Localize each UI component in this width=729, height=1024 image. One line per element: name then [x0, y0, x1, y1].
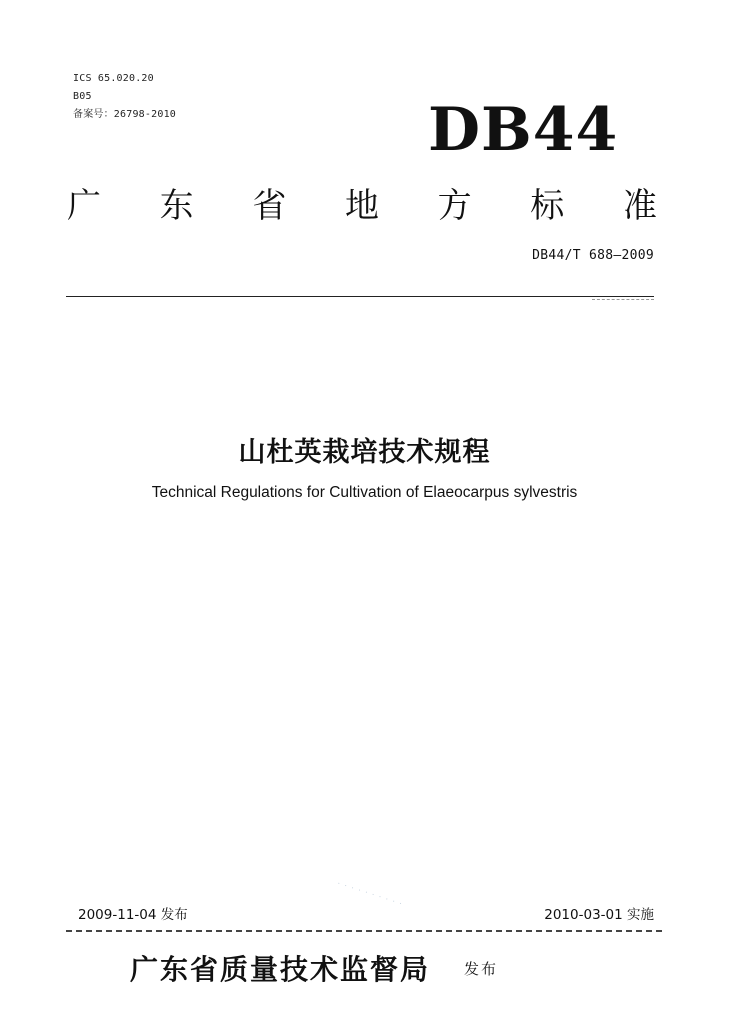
category-char: 方 — [437, 185, 472, 226]
category-char: 东 — [159, 185, 194, 226]
category-char: 广 — [67, 185, 101, 226]
issue-label: 发布 — [464, 959, 499, 978]
date-row — [78, 903, 654, 923]
record-number: 备案号：26798-2010 — [73, 109, 177, 120]
scan-watermark: · · · · · · · · · · — [335, 880, 404, 908]
issue-date: 2009-11-04 发布 — [78, 907, 188, 923]
issuer-row — [130, 948, 498, 988]
standard-number: DB44/T 688—2009 — [532, 248, 654, 263]
implementation-date: 2010-03-01 实施 — [544, 907, 654, 923]
issuing-authority: 广东省质量技术监督局 — [130, 953, 431, 986]
category-char: 省 — [252, 185, 287, 226]
standard-category — [62, 176, 662, 228]
category-char: 地 — [344, 185, 379, 226]
category-char: 标 — [530, 185, 565, 226]
header-divider-artifact — [592, 299, 654, 300]
document-metadata — [73, 70, 176, 124]
header-divider — [66, 296, 654, 297]
classification-code: B05 — [73, 91, 92, 102]
footer-divider — [66, 930, 662, 932]
ics-code: ICS 65.020.20 — [73, 73, 154, 84]
document-title-english: Technical Regulations for Cultivation of Elaeocarpus sylvestris — [151, 484, 578, 501]
category-char: 准 — [622, 185, 657, 226]
db44-logo: DB44 — [428, 95, 619, 165]
document-title-chinese: 山杜英栽培技术规程 — [238, 437, 491, 468]
